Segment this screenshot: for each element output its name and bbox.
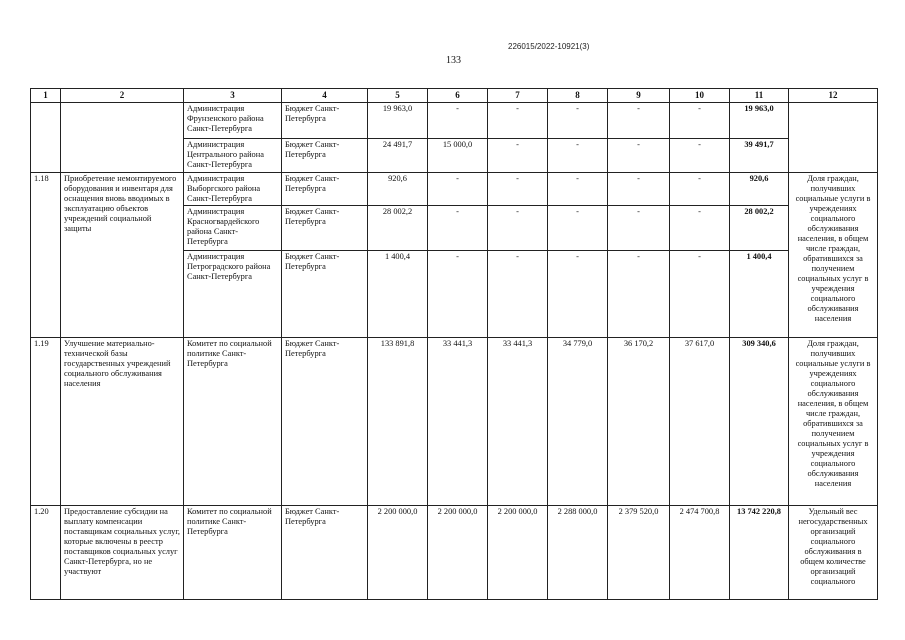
amount-col9: - (608, 251, 670, 338)
table-row (31, 103, 878, 139)
amount-col9: 36 170,2 (608, 338, 670, 506)
activity-name: Улучшение материально-технической базы государственных учреждений социального обслуживания населения (61, 338, 184, 506)
amount-col5: 2 200 000,0 (368, 506, 428, 600)
col-header-12: 12 (789, 89, 878, 103)
amount-col6: - (428, 103, 488, 139)
amount-col9: - (608, 173, 670, 206)
col-header-10: 10 (670, 89, 730, 103)
amount-col5: 24 491,7 (368, 139, 428, 173)
amount-col7: 2 200 000,0 (488, 506, 548, 600)
amount-col10: - (670, 173, 730, 206)
amount-col6: - (428, 206, 488, 251)
table-row (31, 173, 878, 206)
amount-col10: - (670, 251, 730, 338)
amount-col8: - (548, 103, 608, 139)
amount-col7: - (488, 173, 548, 206)
header-row (31, 89, 878, 103)
executor: Администрация Фрунзенского района Санкт-Петербурга (184, 103, 282, 139)
col-header-8: 8 (548, 89, 608, 103)
document-registration-stamp: 226015/2022-10921(3) (508, 42, 590, 51)
row-number (31, 103, 61, 173)
table-row (31, 338, 878, 506)
amount-col8: 34 779,0 (548, 338, 608, 506)
funding-source: Бюджет Санкт-Петербурга (282, 206, 368, 251)
page-number: 133 (446, 55, 461, 66)
amount-col9: - (608, 139, 670, 173)
executor: Администрация Петроградского района Санкт-Петербурга (184, 251, 282, 338)
amount-col10: - (670, 206, 730, 251)
executor: Администрация Выборгского района Санкт-Петербурга (184, 173, 282, 206)
amount-col7: - (488, 251, 548, 338)
col-header-9: 9 (608, 89, 670, 103)
amount-col8: - (548, 173, 608, 206)
col-header-11: 11 (730, 89, 789, 103)
amount-col8: - (548, 206, 608, 251)
amount-col6: 15 000,0 (428, 139, 488, 173)
amount-col7: 33 441,3 (488, 338, 548, 506)
amount-col7: - (488, 139, 548, 173)
activity-name (61, 103, 184, 173)
amount-col7: - (488, 206, 548, 251)
col-header-5: 5 (368, 89, 428, 103)
indicator: Доля граждан, получивших социальные услуги в учреждениях социального обслуживания населения, в общем числе граждан, обратившихся за получением социальных услуг в учреждения социального обслуживания населения (789, 173, 878, 338)
col-header-2: 2 (61, 89, 184, 103)
amount-total: 920,6 (730, 173, 789, 206)
col-header-4: 4 (282, 89, 368, 103)
amount-col10: 2 474 700,8 (670, 506, 730, 600)
amount-col5: 19 963,0 (368, 103, 428, 139)
amount-col8: 2 288 000,0 (548, 506, 608, 600)
col-header-3: 3 (184, 89, 282, 103)
row-number: 1.19 (31, 338, 61, 506)
funding-source: Бюджет Санкт-Петербурга (282, 506, 368, 600)
col-header-1: 1 (31, 89, 61, 103)
indicator: Удельный вес негосударственных организаций социального обслуживания в общем количестве организаций социального (789, 506, 878, 600)
funding-source: Бюджет Санкт-Петербурга (282, 103, 368, 139)
col-header-7: 7 (488, 89, 548, 103)
table-row (31, 506, 878, 600)
col-header-6: 6 (428, 89, 488, 103)
amount-col5: 133 891,8 (368, 338, 428, 506)
executor: Администрация Центрального района Санкт-Петербурга (184, 139, 282, 173)
amount-col5: 1 400,4 (368, 251, 428, 338)
indicator (789, 103, 878, 173)
amount-col9: - (608, 206, 670, 251)
activity-name: Приобретение немонтируемого оборудования и инвентаря для оснащения вновь вводимых в эксплуатацию объектов учреждений социальной защиты (61, 173, 184, 338)
amount-col10: - (670, 139, 730, 173)
program-activities-table (30, 88, 878, 600)
amount-col10: 37 617,0 (670, 338, 730, 506)
funding-source: Бюджет Санкт-Петербурга (282, 338, 368, 506)
executor: Администрация Красногвардейского района Санкт-Петербурга (184, 206, 282, 251)
amount-col10: - (670, 103, 730, 139)
amount-col8: - (548, 251, 608, 338)
amount-col6: 33 441,3 (428, 338, 488, 506)
amount-total: 13 742 220,8 (730, 506, 789, 600)
amount-col7: - (488, 103, 548, 139)
amount-col6: 2 200 000,0 (428, 506, 488, 600)
funding-source: Бюджет Санкт-Петербурга (282, 139, 368, 173)
amount-total: 1 400,4 (730, 251, 789, 338)
amount-col6: - (428, 251, 488, 338)
funding-source: Бюджет Санкт-Петербурга (282, 173, 368, 206)
indicator: Доля граждан, получивших социальные услуги в учреждениях социального обслуживания населения, в общем числе граждан, обратившихся за получением социальных услуг в учреждения социального обслуживания населения (789, 338, 878, 506)
amount-col9: - (608, 103, 670, 139)
amount-total: 28 002,2 (730, 206, 789, 251)
amount-col9: 2 379 520,0 (608, 506, 670, 600)
amount-col5: 920,6 (368, 173, 428, 206)
executor: Комитет по социальной политике Санкт-Петербурга (184, 506, 282, 600)
amount-total: 309 340,6 (730, 338, 789, 506)
amount-col6: - (428, 173, 488, 206)
amount-total: 39 491,7 (730, 139, 789, 173)
amount-total: 19 963,0 (730, 103, 789, 139)
row-number: 1.18 (31, 173, 61, 338)
row-number: 1.20 (31, 506, 61, 600)
executor: Комитет по социальной политике Санкт-Петербурга (184, 338, 282, 506)
activity-name: Предоставление субсидии на выплату компенсации поставщикам социальных услуг, которые включены в реестр поставщиков социальных услуг Санкт-Петербурга, но не участвуют (61, 506, 184, 600)
funding-source: Бюджет Санкт-Петербурга (282, 251, 368, 338)
amount-col8: - (548, 139, 608, 173)
amount-col5: 28 002,2 (368, 206, 428, 251)
